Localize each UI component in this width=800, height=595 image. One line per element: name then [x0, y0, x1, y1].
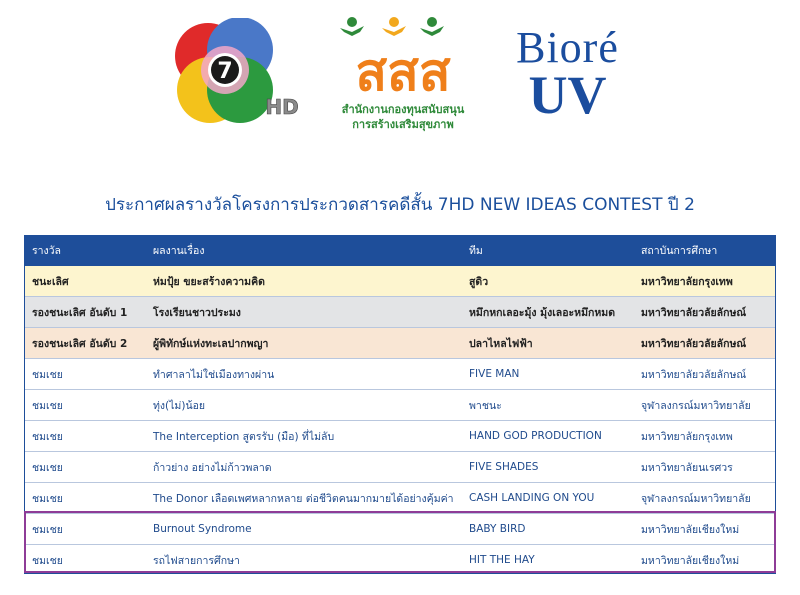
institution-cell: จุฬาลงกรณ์มหาวิทยาลัย: [633, 483, 776, 514]
thaihealth-line2: การสร้างเสริมสุขภาพ: [352, 118, 454, 131]
award-cell: ชมเชย: [24, 514, 145, 545]
table-row: [24, 452, 776, 483]
thaihealth-figures-icon: [332, 12, 474, 98]
table-header-row: [24, 235, 776, 266]
award-cell: ชมเชย: [24, 452, 145, 483]
award-cell: ชมเชย: [24, 359, 145, 390]
logo-bar: [0, 0, 800, 150]
institution-cell: มหาวิทยาลัยวลัยลักษณ์: [633, 359, 776, 390]
table-row: [24, 421, 776, 452]
table-row: [24, 483, 776, 514]
team-cell: หมึกหกเลอะมุ้ง มุ้งเลอะหมึกหมด: [461, 297, 633, 328]
table-row: [24, 266, 776, 297]
channel7-hd-logo: [170, 18, 302, 130]
channel7-logo-icon: [170, 18, 302, 130]
award-cell: ชมเชย: [24, 390, 145, 421]
institution-cell: มหาวิทยาลัยกรุงเทพ: [633, 266, 776, 297]
table-row: [24, 390, 776, 421]
thaihealth-line1: สำนักงานกองทุนสนับสนุน: [341, 103, 465, 116]
channel7-hd-label: HD: [265, 95, 299, 119]
header-team: ทีม: [461, 235, 633, 266]
work-cell: รถไฟสายการศึกษา: [145, 545, 461, 576]
work-cell: ทุ่ง(ไม่)น้อย: [145, 390, 461, 421]
work-cell: โรงเรียนชาวประมง: [145, 297, 461, 328]
work-cell: ผู้พิทักษ์แห่งทะเลปากพญา: [145, 328, 461, 359]
team-cell: สูดิว: [461, 266, 633, 297]
work-cell: ห่มปุ้ย ขยะสร้างความคิด: [145, 266, 461, 297]
institution-cell: มหาวิทยาลัยเชียงใหม่: [633, 545, 776, 576]
table-row: [24, 297, 776, 328]
results-table-container: [24, 235, 776, 575]
team-cell: HIT THE HAY: [461, 545, 633, 576]
work-cell: ก้าวย่าง อย่างไม่ก้าวพลาด: [145, 452, 461, 483]
institution-cell: มหาวิทยาลัยกรุงเทพ: [633, 421, 776, 452]
work-cell: ทำศาลาไม่ใช่เมืองทางผ่าน: [145, 359, 461, 390]
award-cell: ชมเชย: [24, 483, 145, 514]
team-cell: CASH LANDING ON YOU: [461, 483, 633, 514]
thaihealth-logo: [332, 12, 474, 132]
award-cell: ชมเชย: [24, 421, 145, 452]
results-table: [24, 235, 776, 575]
award-cell: รองชนะเลิศ อันดับ 2: [24, 328, 145, 359]
table-row: [24, 514, 776, 545]
award-cell: ชนะเลิศ: [24, 266, 145, 297]
thaihealth-wordmark: สสส: [355, 43, 451, 98]
table-row: [24, 545, 776, 576]
team-cell: พาชนะ: [461, 390, 633, 421]
award-cell: รองชนะเลิศ อันดับ 1: [24, 297, 145, 328]
team-cell: BABY BIRD: [461, 514, 633, 545]
header-award: รางวัล: [24, 235, 145, 266]
work-cell: The Donor เลือดเพศหลากหลาย ต่อชีวิตคนมากมายได้อย่างคุ้มค่า: [145, 483, 461, 514]
page-title: ประกาศผลรางวัลโครงการประกวดสารคดีสั้น 7HD NEW IDEAS CONTEST ปี 2: [105, 195, 695, 215]
channel7-digit: 7: [217, 59, 233, 84]
table-row: [24, 359, 776, 390]
institution-cell: มหาวิทยาลัยวลัยลักษณ์: [633, 297, 776, 328]
institution-cell: มหาวิทยาลัยเชียงใหม่: [633, 514, 776, 545]
team-cell: FIVE SHADES: [461, 452, 633, 483]
header-institution: สถาบันการศึกษา: [633, 235, 776, 266]
biore-product: UV: [528, 65, 607, 125]
institution-cell: มหาวิทยาลัยนเรศวร: [633, 452, 776, 483]
table-row: [24, 328, 776, 359]
institution-cell: มหาวิทยาลัยวลัยลักษณ์: [633, 328, 776, 359]
team-cell: HAND GOD PRODUCTION: [461, 421, 633, 452]
team-cell: FIVE MAN: [461, 359, 633, 390]
team-cell: ปลาไหลไฟฟ้า: [461, 328, 633, 359]
award-cell: ชมเชย: [24, 545, 145, 576]
biore-uv-logo: [495, 22, 640, 126]
work-cell: Burnout Syndrome: [145, 514, 461, 545]
work-cell: The Interception สูตรรับ (มือ) ที่ไม่ลับ: [145, 421, 461, 452]
header-work: ผลงานเรื่อง: [145, 235, 461, 266]
institution-cell: จุฬาลงกรณ์มหาวิทยาลัย: [633, 390, 776, 421]
biore-brand: Bioré: [516, 23, 619, 72]
